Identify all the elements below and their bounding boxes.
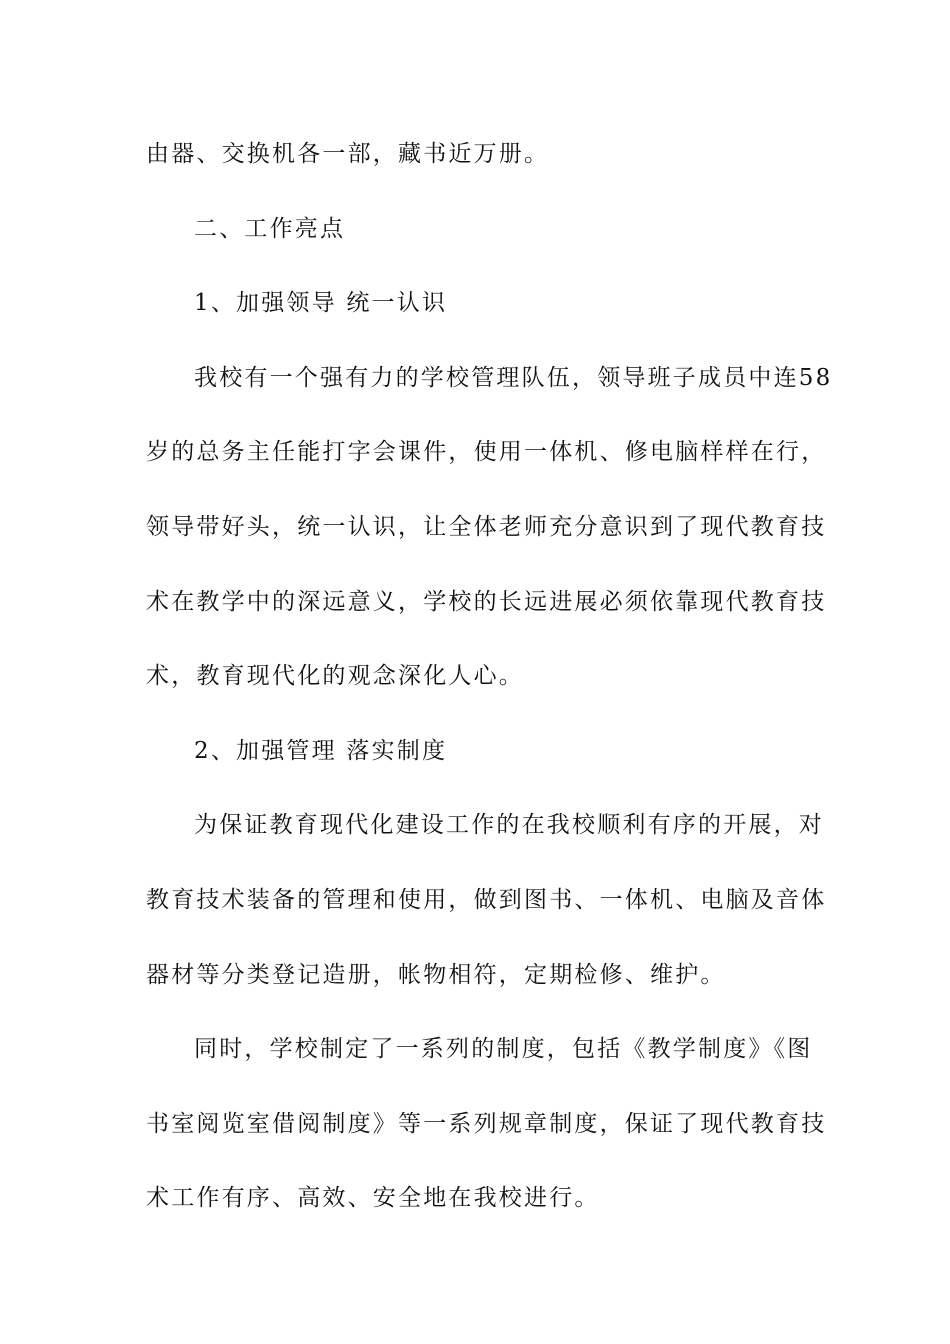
text-line: 书室阅览室借阅制度》等一系列规章制度，保证了现代教育技 (146, 1110, 827, 1137)
text-line: 术，教育现代化的观念深化人心。 (146, 663, 524, 690)
text-line: 二、工作亮点 (194, 215, 346, 242)
text-line: 我校有一个强有力的学校管理队伍，领导班子成员中连58 (194, 364, 833, 391)
text-line: 1、加强领导 统一认识 (194, 290, 448, 317)
text-line: 领导带好头，统一认识，让全体老师充分意识到了现代教育技 (146, 513, 827, 540)
text-line: 岁的总务主任能打字会课件，使用一体机、修电脑样样在行， (146, 439, 827, 466)
document-body (146, 132, 833, 1251)
text-line: 器材等分类登记造册，帐物相符，定期检修、维护。 (146, 961, 726, 988)
text-line: 由器、交换机各一部，藏书近万册。 (146, 141, 550, 167)
text-line: 2、加强管理 落实制度 (194, 737, 448, 764)
text-line: 术工作有序、高效、安全地在我校进行。 (146, 1185, 600, 1212)
text-line: 同时，学校制定了一系列的制度，包括《教学制度》《图 (194, 1036, 813, 1063)
text-line: 术在教学中的深远意义，学校的长远进展必须依靠现代教育技 (146, 588, 827, 615)
text-line: 为保证教育现代化建设工作的在我校顺利有序的开展，对 (194, 812, 824, 839)
text-line: 教育技术装备的管理和使用，做到图书、一体机、电脑及音体 (146, 886, 827, 913)
